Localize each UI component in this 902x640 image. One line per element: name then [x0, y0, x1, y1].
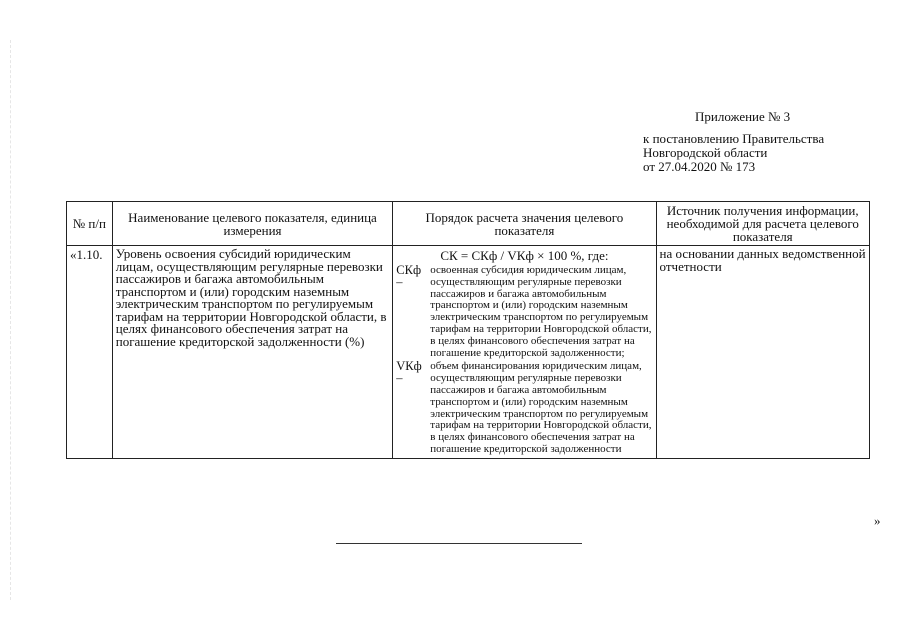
header-number: № п/п [67, 202, 113, 246]
closing-quote: » [874, 513, 881, 528]
table-row [67, 246, 870, 459]
table-header-row [67, 202, 870, 246]
row-number: «1.10. [67, 246, 113, 459]
definition-text: объем финансирования юридическим лицам, осуществляющим регулярные перевозки пассажиров и багажа автомобильным транспортом и (или) городским наземным электрическим транспортом по регулируемым тарифам на территории Новгородской области, в целях финансового обеспечения затрат на погашение кредиторской задолженности [430, 360, 652, 455]
definition-vk [396, 361, 652, 455]
formula: СК = СКф / VКф × 100 %, где: [440, 248, 609, 263]
header-source: Источник получения информации, необходимой для расчета целевого показателя [656, 202, 869, 246]
information-source: на основании данных ведомственной отчетности [656, 246, 869, 459]
appendix-title: Приложение № 3 [695, 109, 791, 124]
definition-symbol: СКф – [396, 263, 422, 289]
appendix-line-3: от 27.04.2020 № 173 [643, 159, 756, 174]
definition-sk [396, 265, 652, 359]
appendix-line-1: к постановлению Правительства [643, 131, 825, 146]
appendix-line-2: Новгородской области [643, 145, 768, 160]
header-calculation: Порядок расчета значения целевого показателя [393, 202, 656, 246]
header-indicator-name: Наименование целевого показателя, единица измерения [112, 202, 393, 246]
calculation-cell [393, 246, 656, 459]
page-edge-line [10, 40, 11, 600]
indicator-name: Уровень освоения субсидий юридическим лицам, осуществляющим регулярные перевозки пассажиров и багажа автомобильным транспортом и (или) городским наземным электрическим транспортом по регулируемым тарифам на территории Новгородской области, в целях финансового обеспечения затрат на погашение кредиторской задолженности (%) [112, 246, 393, 459]
indicator-table [66, 201, 870, 459]
definition-symbol: VКф – [396, 359, 422, 386]
appendix-block [643, 110, 873, 174]
footer-separator-line [336, 543, 582, 544]
definition-text: освоенная субсидия юридическим лицам, осуществляющим регулярные перевозки пассажиров и багажа автомобильным транспортом и (или) городским наземным электрическим транспортом по регулируемым тарифам на территории Новгородской области, в целях финансового обеспечения затрат на погашение кредиторской задолженности; [430, 264, 652, 359]
